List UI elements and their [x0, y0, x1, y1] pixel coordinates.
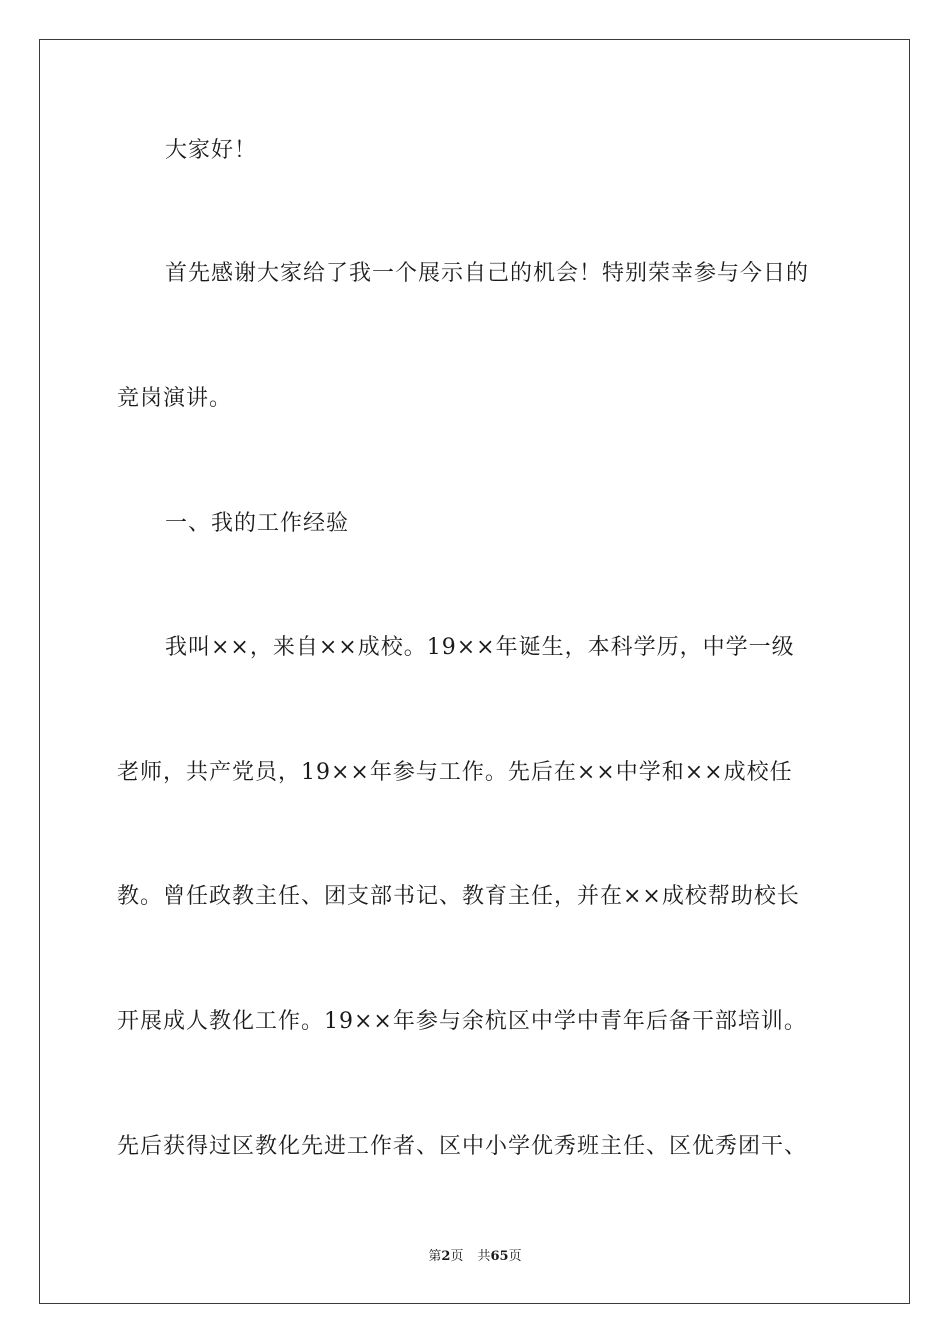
paragraph-line: 开展成人教化工作。19××年参与余杭区中学中青年后备干部培训。 — [117, 1009, 807, 1034]
page-footer — [0, 1248, 950, 1266]
paragraph-line: 教。曾任政教主任、团支部书记、教育主任，并在××成校帮助校长 — [117, 884, 800, 909]
page-prefix: 第 — [428, 1249, 442, 1264]
paragraph-line: 先后获得过区教化先进工作者、区中小学优秀班主任、区优秀团干、 — [117, 1134, 808, 1159]
total-pages: 65 — [490, 1249, 509, 1264]
page-suffix: 页 — [450, 1249, 464, 1264]
paragraph-line: 我叫××，来自××成校。19××年诞生，本科学历，中学一级 — [165, 635, 795, 660]
section-heading: 一、我的工作经验 — [165, 511, 350, 536]
total-suffix: 页 — [508, 1249, 522, 1264]
paragraph-line: 老师，共产党员，19××年参与工作。先后在××中学和××成校任 — [117, 760, 793, 785]
paragraph-line: 竞岗演讲。 — [117, 386, 233, 411]
page-border — [39, 39, 910, 1304]
total-prefix: 共 — [477, 1249, 491, 1264]
greeting-line: 大家好！ — [165, 138, 258, 163]
page-number: 2 — [441, 1249, 451, 1264]
paragraph-line: 首先感谢大家给了我一个展示自己的机会！特别荣幸参与今日的 — [165, 261, 810, 286]
